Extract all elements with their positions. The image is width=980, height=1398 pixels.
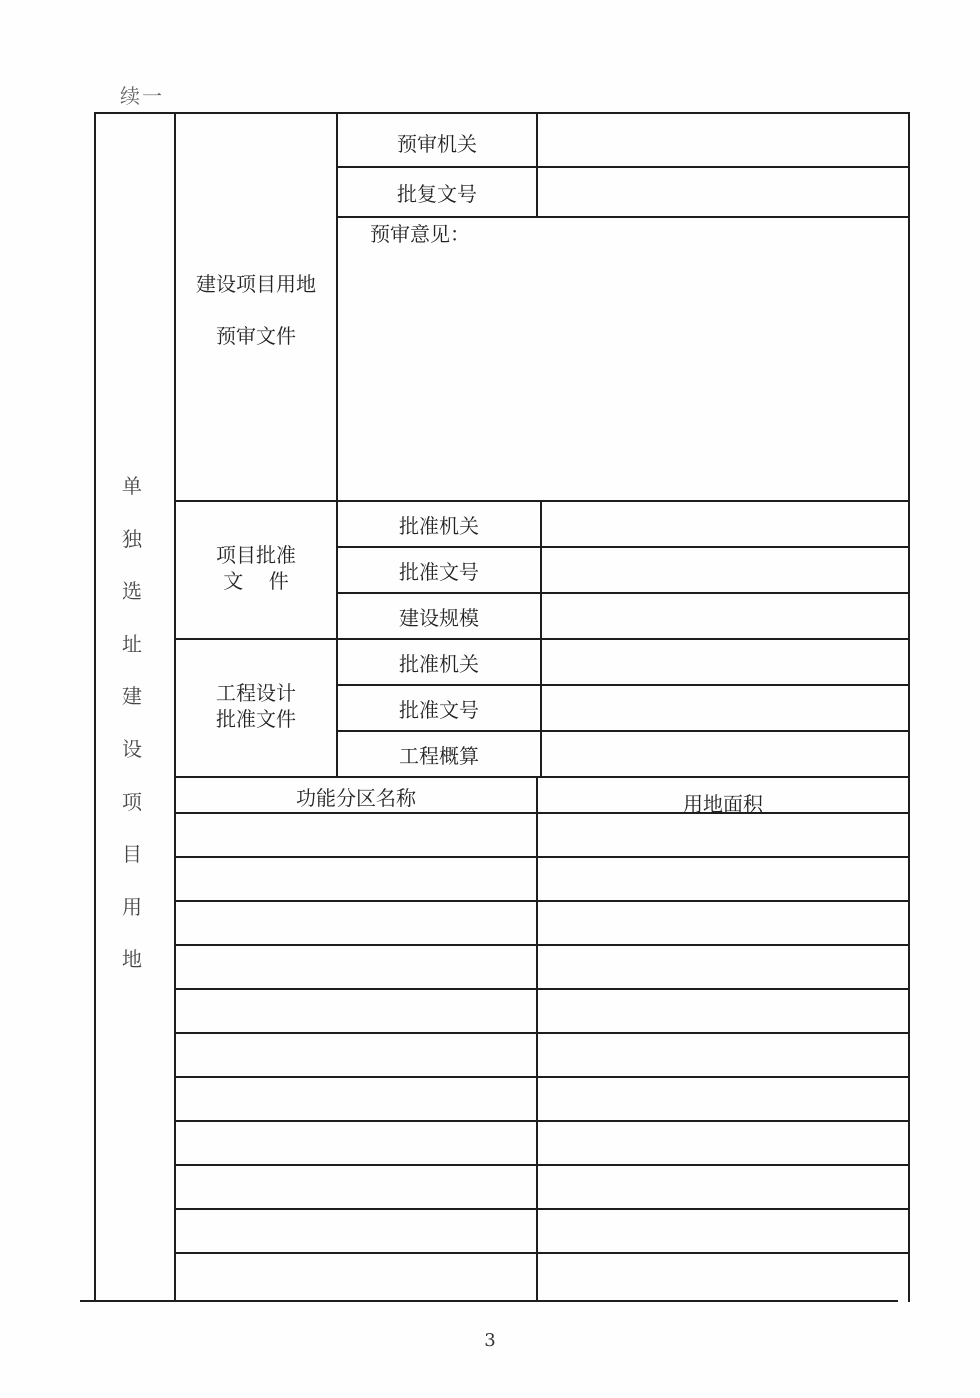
continuation-label: 续一 bbox=[120, 84, 164, 108]
engineering-row-line-1 bbox=[336, 684, 910, 686]
preaudit-section-label-line2: 预审文件 bbox=[216, 324, 296, 348]
side-title-char: 目 bbox=[122, 842, 142, 867]
frame-left-line bbox=[94, 112, 96, 1302]
side-title-char: 址 bbox=[122, 631, 142, 656]
zone-row-line bbox=[174, 856, 910, 858]
section-line-project-approval bbox=[174, 500, 910, 502]
approval-authority-label: 批准机关 bbox=[399, 514, 479, 538]
frame-bottom-line bbox=[80, 1300, 898, 1302]
engineering-row-line-2 bbox=[336, 730, 910, 732]
zone-name-header: 功能分区名称 bbox=[296, 786, 416, 810]
zone-row-line bbox=[174, 1164, 910, 1166]
land-use-form bbox=[80, 112, 910, 1302]
zone-row-line bbox=[174, 988, 910, 990]
approval-doc-no-label: 批准文号 bbox=[399, 560, 479, 584]
section-line-zone-table bbox=[174, 776, 910, 778]
preaudit-doc-no-label: 批复文号 bbox=[397, 182, 477, 206]
approval-row-line-1 bbox=[336, 546, 910, 548]
side-title-vertical bbox=[100, 460, 164, 986]
preaudit-section-label-line1: 建设项目用地 bbox=[196, 272, 316, 296]
engineering-authority-label: 批准机关 bbox=[399, 652, 479, 676]
preaudit-opinion-label: 预审意见： bbox=[370, 222, 470, 246]
side-title-char: 建 bbox=[122, 684, 142, 709]
side-title-char: 地 bbox=[122, 947, 142, 972]
zone-row-line bbox=[174, 900, 910, 902]
side-title-char: 选 bbox=[122, 579, 142, 604]
construction-scale-label: 建设规模 bbox=[399, 606, 479, 630]
preaudit-authority-label: 预审机关 bbox=[397, 132, 477, 156]
engineering-design-section-label: 工程设计 批准文件 bbox=[216, 681, 296, 731]
side-title-char: 设 bbox=[122, 736, 142, 761]
approval-row-line-2 bbox=[336, 592, 910, 594]
zone-row-line bbox=[174, 1032, 910, 1034]
zone-row-line bbox=[174, 1076, 910, 1078]
frame-right-line bbox=[908, 112, 910, 1302]
project-budget-label: 工程概算 bbox=[399, 744, 479, 768]
zone-table-column-divider bbox=[536, 776, 538, 1302]
frame-top-line bbox=[94, 112, 910, 114]
zone-area-header: 用地面积 bbox=[683, 792, 763, 816]
zone-row-line bbox=[174, 1120, 910, 1122]
side-title-char: 项 bbox=[122, 789, 142, 814]
engineering-doc-no-label: 批准文号 bbox=[399, 698, 479, 722]
section-line-engineering bbox=[174, 638, 910, 640]
side-title-char: 单 bbox=[122, 474, 142, 498]
side-title-char: 用 bbox=[122, 894, 142, 919]
side-title-char: 独 bbox=[122, 526, 142, 551]
project-approval-section-label: 项目批准 文 件 bbox=[216, 543, 296, 593]
preaudit-value-divider bbox=[536, 112, 538, 216]
zone-row-line bbox=[174, 944, 910, 946]
page-number: 3 bbox=[484, 1330, 496, 1351]
zone-row-line bbox=[174, 1208, 910, 1210]
preaudit-row-line-1 bbox=[336, 166, 910, 168]
zone-row-line bbox=[174, 1252, 910, 1254]
